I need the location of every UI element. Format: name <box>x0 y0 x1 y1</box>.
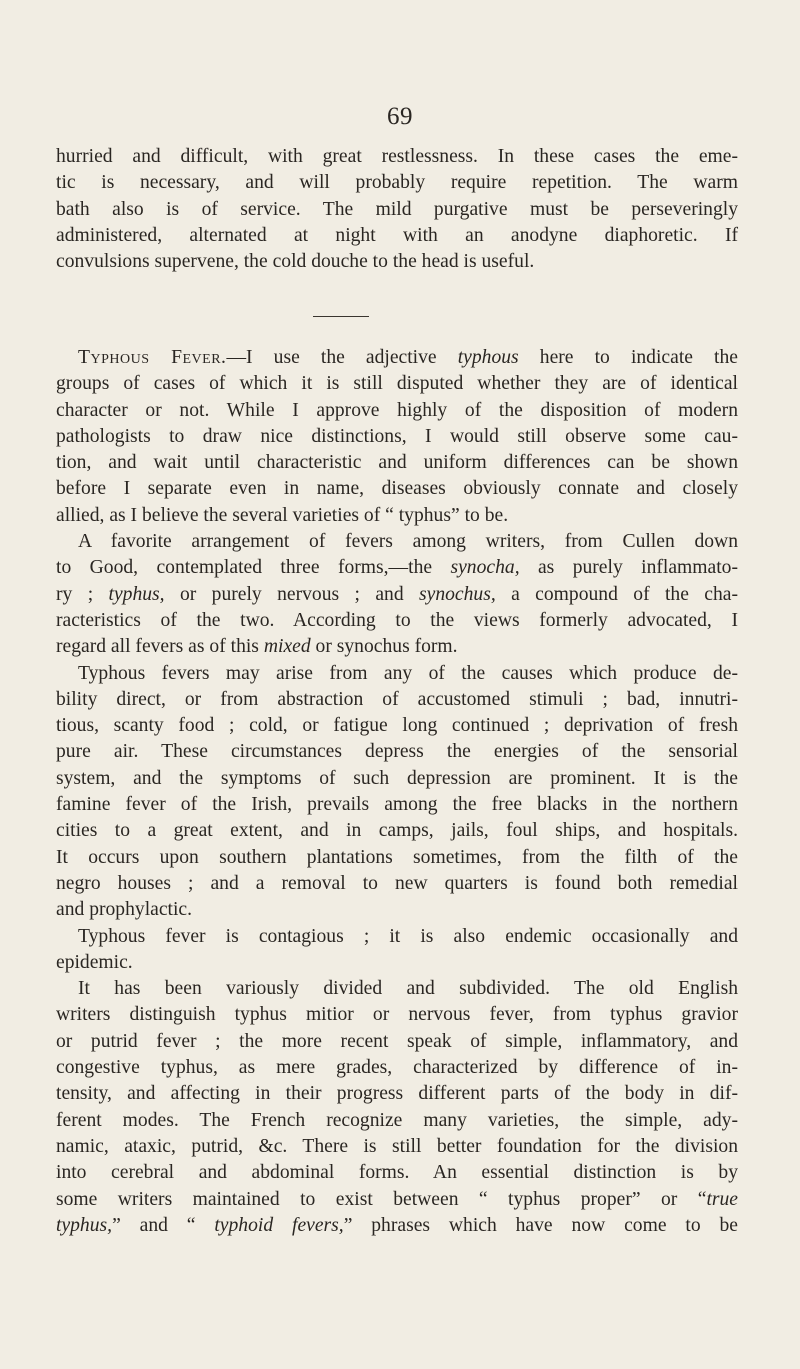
text-line: ferent modes. The French recognize many varieties, the simple, ady- <box>56 1109 738 1131</box>
text-line: or putrid fever ; the more recent speak of simple, inflammatory, and <box>56 1030 738 1052</box>
text-line: and prophylactic. <box>56 899 193 921</box>
text-line: some writers maintained to exist between “ typhus proper” or “true <box>56 1188 738 1210</box>
text-line: ry ; typhus, or purely nervous ; and synochus, a compound of the cha- <box>56 583 739 605</box>
text-line: Typhous fever is contagious ; it is also endemic occasionally and <box>78 925 738 947</box>
text-line: system, and the symptoms of such depression are prominent. It is the <box>56 767 738 789</box>
text-line: epidemic. <box>56 951 133 973</box>
text-line: cities to a great extent, and in camps, jails, foul ships, and hospitals. <box>56 820 738 842</box>
section-heading: Typhous Fever. <box>78 347 227 368</box>
text-line: regard all fevers as of this mixed or synochus form. <box>56 636 458 658</box>
text-line: writers distinguish typhus mitior or nervous fever, from typhus gravior <box>56 1004 738 1026</box>
text-line: administered, alternated at night with an anodyne diaphoretic. If <box>56 224 738 246</box>
text-line: A favorite arrangement of fevers among writers, from Cullen down <box>78 531 738 553</box>
text-line: character or not. While I approve highly of the disposition of modern <box>56 399 738 421</box>
text-line: famine fever of the Irish, prevails among the free blacks in the northern <box>56 794 738 816</box>
text-line: allied, as I believe the several varieties of “ typhus” to be. <box>56 504 509 526</box>
page-number: 69 <box>387 103 413 130</box>
text-line: racteristics of the two. According to the views formerly advocated, I <box>56 609 738 631</box>
text-line: before I separate even in name, diseases obviously connate and closely <box>56 478 738 500</box>
text-line: into cerebral and abdominal forms. An essential distinction is by <box>56 1162 738 1184</box>
text-line: negro houses ; and a removal to new quarters is found both remedial <box>56 872 738 894</box>
text-line: to Good, contemplated three forms,—the synocha, as purely inflammato- <box>56 557 738 579</box>
text-line: bility direct, or from abstraction of accustomed stimuli ; bad, innutri- <box>56 688 738 710</box>
continued-paragraph <box>56 144 738 275</box>
typhous-fever-section <box>56 345 738 1239</box>
text-line: tensity, and affecting in their progress different parts of the body in dif- <box>56 1083 738 1105</box>
text-line: pure air. These circumstances depress the energies of the sensorial <box>56 741 738 763</box>
text-line: congestive typhus, as mere grades, characterized by difference of in- <box>56 1057 738 1079</box>
section-first-line: Typhous Fever.—I use the adjective typhous here to indicate the <box>78 347 738 368</box>
text-line: groups of cases of which it is still disputed whether they are of identical <box>56 373 738 395</box>
text-line: tion, and wait until characteristic and uniform differences can be shown <box>56 452 738 474</box>
text-line: It occurs upon southern plantations sometimes, from the filth of the <box>56 846 738 868</box>
text-line: tious, scanty food ; cold, or fatigue long continued ; deprivation of fresh <box>56 715 738 737</box>
text-line: bath also is of service. The mild purgative must be perseveringly <box>56 198 738 220</box>
text-line: tic is necessary, and will probably require repetition. The warm <box>56 172 738 194</box>
text-line: convulsions supervene, the cold douche to the head is useful. <box>56 251 535 273</box>
text-line: hurried and difficult, with great restlessness. In these cases the eme- <box>56 146 738 167</box>
text-line: typhus,” and “ typhoid fevers,” phrases which have now come to be <box>56 1214 738 1236</box>
text-line: It has been variously divided and subdivided. The old English <box>78 978 738 1000</box>
text-line: namic, ataxic, putrid, &c. There is still better foundation for the division <box>56 1135 738 1157</box>
text-line: Typhous fevers may arise from any of the causes which produce de- <box>78 662 738 684</box>
section-divider <box>313 316 369 317</box>
text-line: pathologists to draw nice distinctions, I would still observe some cau- <box>56 425 738 447</box>
